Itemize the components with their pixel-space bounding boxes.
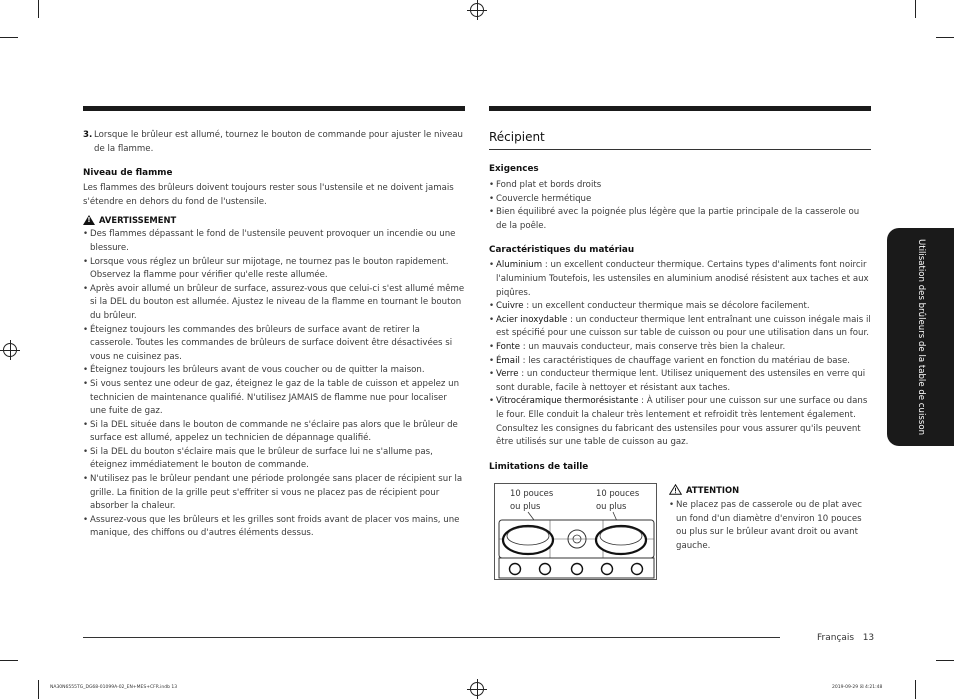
registration-mark-icon bbox=[470, 3, 484, 17]
list-item: • Après avoir allumé un brûleur de surface, assurez-vous que celui-ci s'est allumé même si la DEL du bouton est allumée. Ajustez le niveau de la flamme en tournant le bouton du brûleur. bbox=[83, 283, 465, 324]
step-number: 3. bbox=[83, 130, 93, 140]
crop-mark bbox=[936, 37, 954, 38]
section-title: Récipient bbox=[489, 129, 871, 150]
requirements-list bbox=[489, 179, 871, 233]
list-item bbox=[489, 314, 871, 341]
list-item: • Lorsque vous réglez un brûleur sur mijotage, ne tournez pas le bouton rapidement. Observez la flamme pour vérifier qu'elle reste allumée. bbox=[83, 256, 465, 283]
side-tab-label: Utilisation des brûleurs de la table de cuisson bbox=[915, 238, 926, 436]
attention-block bbox=[669, 484, 874, 553]
limits-heading: Limitations de taille bbox=[489, 461, 589, 472]
warning-label: AVERTISSEMENT bbox=[99, 215, 177, 226]
material-name: Vitrocéramique thermorésistante bbox=[496, 396, 639, 407]
crop-mark bbox=[915, 0, 916, 18]
right-column-rule bbox=[489, 106, 871, 111]
footer-page-info bbox=[817, 632, 874, 644]
warning-header bbox=[83, 215, 465, 225]
crop-mark bbox=[936, 660, 954, 661]
list-item bbox=[489, 395, 871, 449]
section-side-tab bbox=[887, 228, 954, 446]
material-name: Émail bbox=[496, 355, 520, 366]
list-item: • Assurez-vous que les brûleurs et les grilles sont froids avant de placer vos mains, une manique, des chiffons ou d'autres éléments dessus. bbox=[83, 514, 465, 541]
cooktop-size-diagram bbox=[494, 483, 657, 580]
list-item bbox=[489, 355, 871, 369]
list-item bbox=[489, 341, 871, 355]
materials-heading: Caractéristiques du matériau bbox=[489, 245, 635, 256]
material-desc: : À utiliser pour une cuisson sur une surface ou dans le four. Elle conduit la chaleur très lentement et refroidit très lentement également. Consultez les consignes du fabricant des ustensiles pour vous assurer qu'ils peuvent être utilisés sur une table de cuisson au gaz. bbox=[496, 396, 868, 448]
page-number: 13 bbox=[862, 633, 875, 643]
material-desc: : un mauvais conducteur, mais conserve très bien la chaleur. bbox=[520, 341, 786, 352]
material-desc: : un conducteur thermique lent entraînant une cuisson inégale mais il est spécifié pour une cuisson sur table de cuisson ou pour une utilisation dans un four. bbox=[496, 314, 871, 339]
print-file-info: NA30N6555TG_DG68-01099A-02_EN+MES+CFR.indb 13 bbox=[50, 685, 178, 690]
right-column bbox=[489, 129, 871, 473]
list-item: • Des flammes dépassant le fond de l'ustensile peuvent provoquer un incendie ou une blessure. bbox=[83, 228, 465, 255]
list-item bbox=[489, 368, 871, 395]
flame-heading: Niveau de flamme bbox=[83, 168, 173, 179]
diagram-label-left-line2: ou plus bbox=[510, 501, 541, 511]
list-item: • Couvercle hermétique bbox=[489, 193, 871, 207]
materials-list bbox=[489, 259, 871, 449]
list-item: • Si la DEL située dans le bouton de commande ne s'éclaire pas alors que le brûleur de surface est allumé, appelez un technicien de dépannage qualifié. bbox=[83, 419, 465, 446]
crop-mark bbox=[0, 660, 18, 661]
crop-mark bbox=[38, 0, 39, 18]
material-desc: : un conducteur thermique lent. Utilisez uniquement des ustensiles en verre qui sont durable, facile à nettoyer et résistant aux taches. bbox=[496, 369, 866, 393]
left-column-rule bbox=[83, 106, 465, 111]
material-desc: : un excellent conducteur thermique. Certains types d'aliments font noircir l'aluminium Toutefois, les ustensiles en aluminium anodisé résistent aux taches et aux piqûres. bbox=[496, 260, 869, 298]
caution-triangle-icon bbox=[669, 484, 682, 495]
list-item: • Bien équilibré avec la poignée plus légère que la partie principale de la casserole ou de la poêle. bbox=[489, 206, 871, 233]
material-desc: : un excellent conducteur thermique mais se décolore facilement. bbox=[523, 301, 810, 312]
warning-triangle-icon: ! bbox=[83, 215, 95, 225]
diagram-label-right-line1: 10 pouces bbox=[596, 488, 640, 498]
cooktop-illustration bbox=[495, 484, 658, 581]
warning-list bbox=[83, 228, 465, 541]
requirements-heading: Exigences bbox=[489, 164, 539, 174]
list-item: • Fond plat et bords droits bbox=[489, 179, 871, 193]
attention-list bbox=[669, 499, 874, 553]
step-text: Lorsque le brûleur est allumé, tournez le bouton de commande pour ajuster le niveau de la flamme. bbox=[94, 130, 463, 154]
material-name: Acier inoxydable bbox=[496, 314, 568, 325]
attention-header bbox=[669, 484, 874, 495]
list-item: • Si vous sentez une odeur de gaz, éteignez le gaz de la table de cuisson et appelez un technicien de maintenance qualifié. N'utilisez JAMAIS de flamme nue pour localiser une fuite de gaz. bbox=[83, 378, 465, 419]
list-item bbox=[489, 259, 871, 300]
footer-rule bbox=[83, 637, 871, 638]
crop-mark bbox=[0, 37, 18, 38]
step-3 bbox=[83, 129, 465, 156]
registration-mark-icon bbox=[470, 682, 484, 696]
list-item: • N'utilisez pas le brûleur pendant une période prolongée sans placer de récipient sur la grille. La finition de la grille peut s'effriter si vous ne placez pas de récipient pour absorber la chaleur. bbox=[83, 473, 465, 514]
registration-mark-icon bbox=[3, 343, 17, 357]
crop-mark bbox=[38, 680, 39, 699]
print-date-info: 2019-09-29 ☒ 4:21:48 bbox=[832, 685, 883, 690]
material-name: Fonte bbox=[496, 341, 520, 352]
diagram-label-left-line1: 10 pouces bbox=[510, 488, 554, 498]
list-item: • Si la DEL du bouton s'éclaire mais que le brûleur de surface lui ne s'allume pas, éteignez immédiatement le bouton de commande. bbox=[83, 446, 465, 473]
crop-mark bbox=[915, 680, 916, 699]
attention-label: ATTENTION bbox=[686, 484, 740, 495]
material-name: Cuivre bbox=[496, 301, 524, 312]
material-desc: : les caractéristiques de chauffage varient en fonction du matériau de base. bbox=[519, 355, 851, 366]
left-column bbox=[83, 129, 465, 541]
flame-text: Les flammes des brûleurs doivent toujours rester sous l'ustensile et ne doivent jamais s'étendre en dehors du fond de l'ustensile. bbox=[83, 183, 454, 207]
material-name: Aluminium bbox=[496, 260, 543, 271]
list-item: • Ne placez pas de casserole ou de plat avec un fond d'un diamètre d'environ 10 pouces ou plus sur le brûleur avant droit ou avant gauche. bbox=[669, 499, 874, 553]
list-item: • Éteignez toujours les brûleurs avant de vous coucher ou de quitter la maison. bbox=[83, 364, 465, 378]
list-item bbox=[489, 300, 871, 314]
footer-language: Français bbox=[817, 633, 855, 643]
list-item: • Éteignez toujours les commandes des brûleurs de surface avant de retirer la casserole. Toutes les commandes de brûleurs de surface doivent être désactivées si vous ne cuisinez pas. bbox=[83, 324, 465, 365]
material-name: Verre bbox=[496, 369, 519, 380]
diagram-label-right-line2: ou plus bbox=[596, 501, 627, 511]
